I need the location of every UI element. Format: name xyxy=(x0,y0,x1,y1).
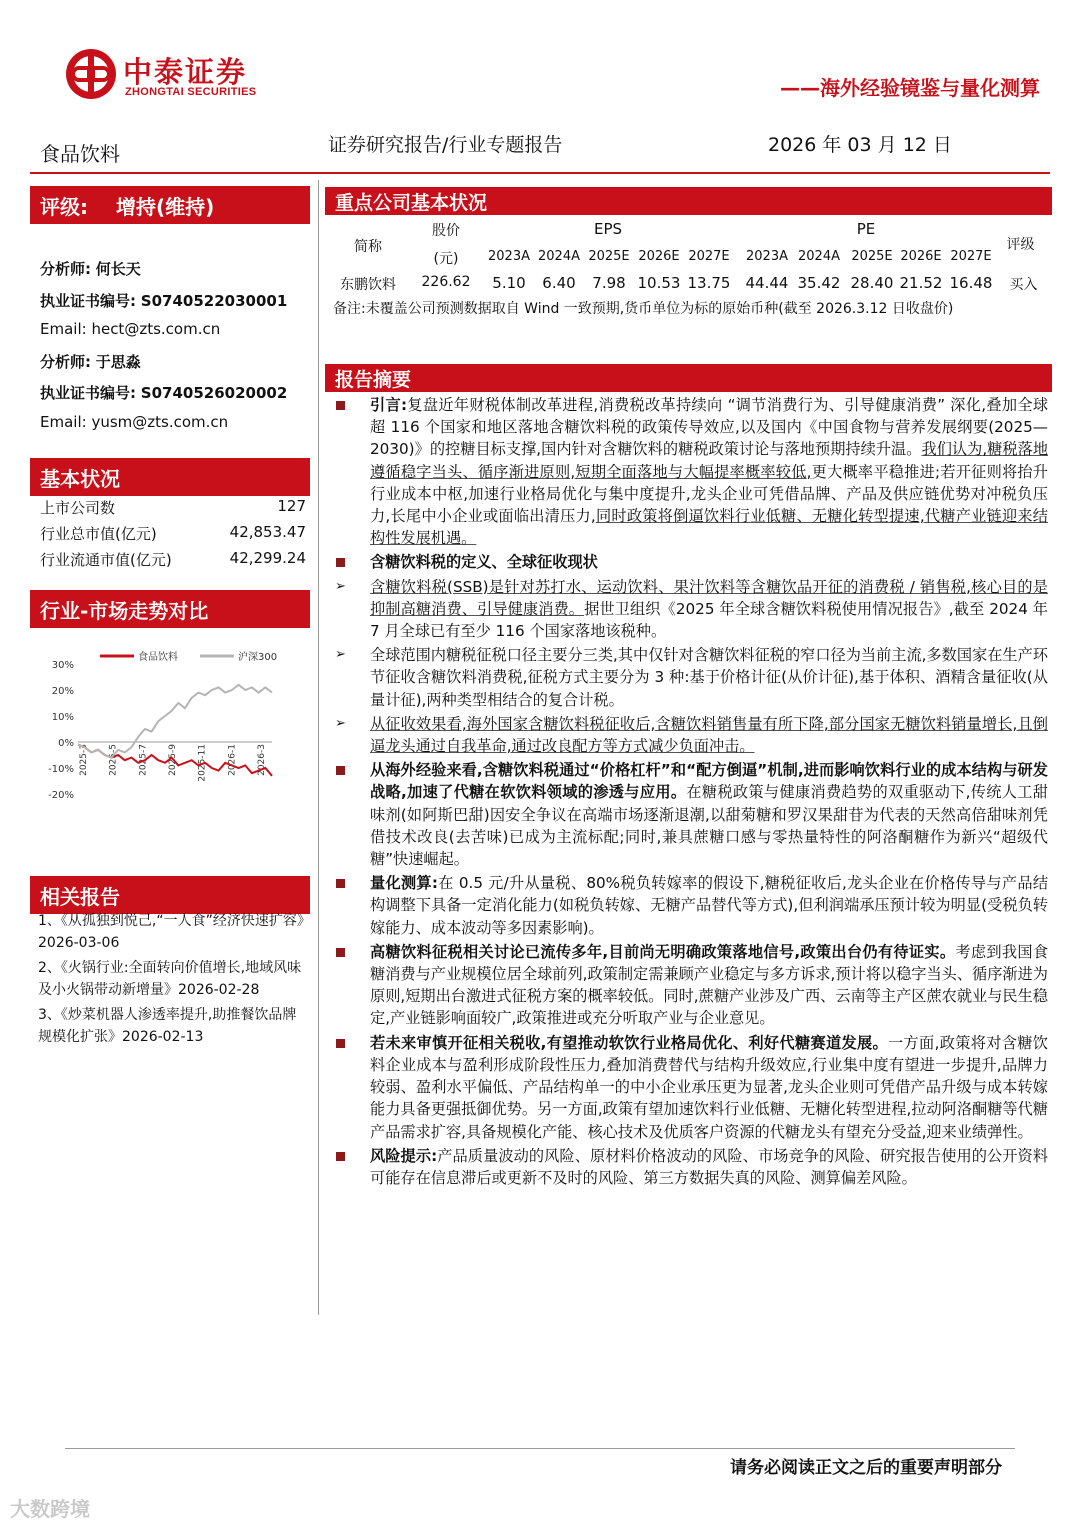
square-bullet-icon xyxy=(336,401,345,410)
summary-paragraph: 若未来审慎开征相关税收,有望推动软饮行业格局优化、利好代糖赛道发展。一方面,政策将对含糖饮料企业成本与盈利形成阶段性压力,叠加消费替代与结构升级效应,行业集中度有望进一步提升,品牌力较弱、盈利水平偏低、产品结构单一的中小企业承压更为显著,龙头企业则可凭借产品升级与成本转嫁能力具备更强抵御优势。另一方面,政策有望加速饮料行业低糖、无糖化转型进程,拉动阿洛酮糖等代糖产品需求扩容,具备规模化产能、核心技术及优质客户资源的代糖龙头有望充分受益,迎来业绩弹性。 xyxy=(333,1032,1048,1143)
footer-disclaimer: 请务必阅读正文之后的重要声明部分 xyxy=(730,1458,1002,1478)
value-cell: 21.52 xyxy=(899,274,943,292)
summary-heading: 含糖饮料税的定义、全球征收现状 xyxy=(333,551,1048,573)
legend-label: 食品饮料 xyxy=(138,652,178,663)
x-tick-label: 2025-11 xyxy=(197,744,208,782)
year-header: 2024A xyxy=(538,249,580,264)
related-item[interactable]: 2、《火锅行业:全面转向价值增长,地域风味及小火锅带动新增量》2026-02-28 xyxy=(38,960,302,998)
analyst-1-email[interactable]: Email: hect@zts.com.cn xyxy=(40,320,221,338)
square-bullet-icon xyxy=(336,766,345,775)
summary-paragraph: 风险提示:产品质量波动的风险、原材料价格波动的风险、市场竞争的风险、研究报告使用的公开资料可能存在信息滞后或更新不及时的风险、第三方数据失真的风险、测算偏差风险。 xyxy=(333,1145,1048,1189)
square-bullet-icon xyxy=(336,948,345,957)
year-header: 2024A xyxy=(798,249,840,264)
report-type: 证券研究报告/行业专题报告 xyxy=(328,134,563,156)
trend-header: 行业-市场走势对比 xyxy=(30,590,310,628)
summary-header: 报告摘要 xyxy=(325,364,1052,392)
value-cell: 6.40 xyxy=(542,274,576,292)
analyst-2-email[interactable]: Email: yusm@zts.com.cn xyxy=(40,413,229,431)
rating-value: 增持(维持) xyxy=(116,194,215,219)
arrow-bullet-icon: ➢ xyxy=(335,715,346,731)
year-header: 2025E xyxy=(851,249,893,264)
year-header: 2025E xyxy=(588,249,630,264)
y-tick-label: 30% xyxy=(51,660,74,671)
x-tick-label: 2025-7 xyxy=(138,744,149,776)
arrow-bullet-icon: ➢ xyxy=(335,647,346,663)
pe-label: PE xyxy=(856,220,876,238)
analyst-2-name: 分析师: 于思淼 xyxy=(40,353,141,371)
y-tick-label: 10% xyxy=(51,712,74,723)
company-name-cell: 东鹏饮料 xyxy=(340,277,396,293)
header-rule xyxy=(30,172,1050,174)
year-header: 2023A xyxy=(746,249,788,264)
related-item[interactable]: 3、《炒菜机器人渗透率提升,助推餐饮品牌规模化扩张》2026-02-13 xyxy=(38,1007,297,1045)
company-name-en: ZHONGTAI SECURITIES xyxy=(125,86,257,98)
square-bullet-icon xyxy=(336,1039,345,1048)
watermark: 大数跨境 xyxy=(10,1497,90,1521)
x-tick-label: 2026-3 xyxy=(257,744,267,776)
arrow-bullet-icon: ➢ xyxy=(335,578,346,594)
company-name: 中泰证券 xyxy=(123,55,248,89)
col-name: 简称 xyxy=(354,239,382,255)
year-header: 2027E xyxy=(950,249,992,264)
x-tick-label: 2026-1 xyxy=(227,744,238,776)
company-price-cell: 226.62 xyxy=(421,274,471,290)
summary-bullet: ➢ 从征收效果看,海外国家含糖饮料税征收后,含糖饮料销售量有所下降,部分国家无糖饮料销量增长,且倒逼龙头通过自我革命,通过改良配方等方式减少负面冲击。 xyxy=(335,714,1048,756)
y-tick-label: -10% xyxy=(48,764,74,775)
companies-header: 重点公司基本状况 xyxy=(325,187,1052,215)
legend-label: 沪深300 xyxy=(238,652,278,663)
value-cell: 7.98 xyxy=(592,274,626,292)
value-cell: 35.42 xyxy=(797,274,841,292)
analyst-2-cert: 执业证书编号: S0740526020002 xyxy=(40,384,288,402)
year-header: 2027E xyxy=(688,249,730,264)
footer-rule xyxy=(65,1448,1015,1449)
related-header: 相关报告 xyxy=(30,876,310,914)
basic-row: 上市公司数 127 xyxy=(40,497,306,517)
report-date: 2026 年 03 月 12 日 xyxy=(768,134,952,156)
trend-chart-svg xyxy=(40,648,310,808)
company-logo xyxy=(65,48,295,104)
analyst-1-name: 分析师: 何长天 xyxy=(40,260,141,278)
square-bullet-icon xyxy=(336,879,345,888)
basic-row: 行业总市值(亿元) 42,853.47 xyxy=(40,523,306,543)
column-divider xyxy=(318,180,319,1315)
summary-paragraph: 从海外经验来看,含糖饮料税通过“价格杠杆”和“配方倒逼”机制,进而影响饮料行业的成本结构与研发战略,加速了代糖在软饮料领域的渗透与应用。在糖税政策与健康消费趋势的双重驱动下,传统人工甜味剂(如阿斯巴甜)因安全争议在高端市场逐渐退潮,以甜菊糖和罗汉果甜苷为代表的天然高倍甜味剂凭借技术改良(去苦味)已成为主流标配;同时,兼具蔗糖口感与零热量特性的阿洛酮糖作为新兴“超级代糖”快速崛起。 xyxy=(333,759,1048,870)
year-header: 2026E xyxy=(900,249,942,264)
x-tick-label: 2025-3 xyxy=(79,744,89,776)
series-title: ——海外经验镜鉴与量化测算 xyxy=(780,76,1040,100)
trend-chart xyxy=(40,648,310,808)
eps-label: EPS xyxy=(593,220,623,238)
value-cell: 5.10 xyxy=(492,274,526,292)
rating-label: 评级: xyxy=(40,194,88,219)
table-note: 备注:未覆盖公司预测数据取自 Wind 一致预期,货币单位为标的原始币种(截至 2026.3.12 日收盘价) xyxy=(333,301,954,317)
value-cell: 44.44 xyxy=(745,274,789,292)
year-header: 2023A xyxy=(488,249,530,264)
value-cell: 16.48 xyxy=(949,274,993,292)
y-tick-label: -20% xyxy=(48,790,74,801)
summary-intro: 引言:复盘近年财税体制改革进程,消费税改革持续向 “调节消费行为、引导健康消费” 深化,叠加全球超 116 个国家和地区落地含糖饮料税的政策传导效应,以及国内《中国食物与营养发展纲要(2025—2030)》的控糖目标支撑,国内针对含糖饮料的糖税政策讨论与落地预期持续升温。我们认为,糖税落地遵循稳字当头、循序渐进原则,短期全面落地与大幅提率概率较低,更大概率平稳推进;若开征则将抬升行业成本中枢,加速行业格局优化与集中度提升,龙头企业可凭借品牌、产品及供应链优势对冲税负压力,长尾中小企业或面临出清压力,同时政策将倒逼饮料行业低糖、无糖化转型提速,代糖产业链迎来结构性发展机遇。 xyxy=(333,394,1048,549)
value-cell: 13.75 xyxy=(687,274,731,292)
industry-label: 食品饮料 xyxy=(40,142,120,166)
rating-bar xyxy=(30,186,310,224)
basic-status-header: 基本状况 xyxy=(30,458,310,496)
related-item[interactable]: 1、《从孤独到悦己,“一人食”经济快速扩容》2026-03-06 xyxy=(38,913,304,951)
summary-body xyxy=(333,394,1048,1191)
x-tick-label: 2025-9 xyxy=(168,744,178,776)
summary-bullet: ➢ 全球范围内糖税征税口径主要分三类,其中仅针对含糖饮料征税的窄口径为当前主流,多数国家在生产环节征收含糖饮料消费税,征税方式主要分为 3 种:基于价格计征(从价计征),基于体积、酒精含量征收(从量计征),两种类型相结合的复合计税。 xyxy=(335,646,1048,709)
company-rating-cell: 买入 xyxy=(1009,277,1038,293)
y-tick-label: 0% xyxy=(58,738,74,749)
y-tick-label: 20% xyxy=(51,686,74,697)
col-rating: 评级 xyxy=(1006,237,1035,253)
logo-mark-icon xyxy=(65,48,117,100)
col-price-unit: (元) xyxy=(433,251,459,267)
summary-bullet: ➢ 含糖饮料税(SSB)是针对苏打水、运动饮料、果汁饮料等含糖饮品开征的消费税 / 销售税,核心目的是抑制高糖消费、引导健康消费。据世卫组织《2025 年全球含糖饮料税使用情况报告》,截至 2024 年 7 月全球已有至少 116 个国家落地该税种。 xyxy=(335,577,1048,641)
basic-row: 行业流通市值(亿元) 42,299.24 xyxy=(40,549,306,569)
square-bullet-icon xyxy=(336,1152,345,1161)
year-header: 2026E xyxy=(638,249,680,264)
analyst-1-cert: 执业证书编号: S0740522030001 xyxy=(40,292,288,310)
x-tick-label: 2025-5 xyxy=(108,744,119,776)
related-list xyxy=(38,910,310,1051)
summary-paragraph: 高糖饮料征税相关讨论已流传多年,目前尚无明确政策落地信号,政策出台仍有待证实。考虑到我国食糖消费与产业规模位居全球前列,政策制定需兼顾产业稳定与多方诉求,预计将以稳字当头、循序渐进为原则,短期出台激进式征税方案的概率较低。同时,蔗糖产业涉及广西、云南等主产区蔗农就业与民生稳定,产业链影响面较广,政策推进或充分听取产业与企业意见。 xyxy=(333,941,1048,1030)
summary-paragraph: 量化测算:在 0.5 元/升从量税、80%税负转嫁率的假设下,糖税征收后,龙头企业在价格传导与产品结构调整下具备一定消化能力(如税负转嫁、无糖产品替代等方式),但利润端承压预计较为明显(受税负转嫁能力、成本波动等多因素影响)。 xyxy=(333,872,1048,939)
value-cell: 10.53 xyxy=(637,274,681,292)
value-cell: 28.40 xyxy=(850,274,894,292)
square-bullet-icon xyxy=(336,558,345,567)
col-price: 股价 xyxy=(432,223,460,239)
